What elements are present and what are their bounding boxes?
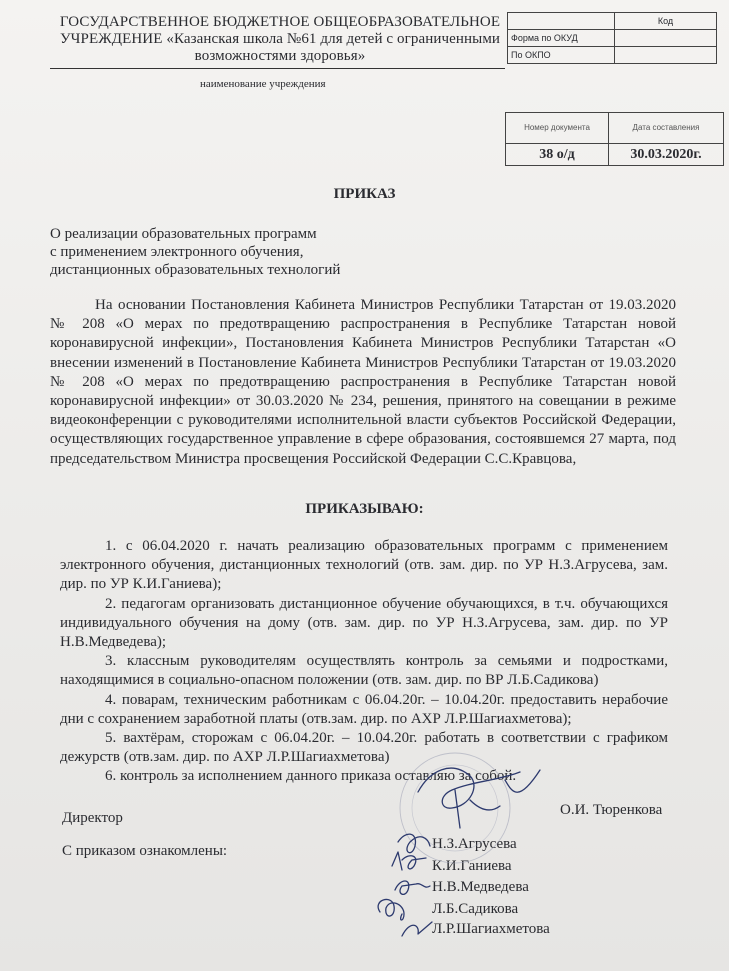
organization-caption: наименование учреждения bbox=[200, 78, 326, 90]
okpo-value bbox=[615, 47, 717, 64]
order-item: 3. классным руководителям осуществлять контроль за семьями и подростками, находящимися в социально-опасном положении (отв. зам. дир. по ВР Л.Б.Садикова) bbox=[60, 653, 668, 689]
director-name: О.И. Тюренкова bbox=[560, 802, 663, 818]
okud-value bbox=[615, 30, 717, 47]
order-item: 2. педагогам организовать дистанционное обучение обучающихся, в т.ч. обучающихся индивидуального обучения на дому (отв. зам. дир. по УР Н.З.Агрусева, зам. дир. по УР Н.В.Медведева); bbox=[60, 595, 668, 651]
ack-signature bbox=[392, 852, 426, 870]
doc-number-date-table bbox=[505, 112, 724, 166]
subject-line: дистанционных образовательных технологий bbox=[50, 262, 341, 278]
acknowledged-name: К.И.Ганиева bbox=[432, 858, 512, 874]
ack-signature bbox=[402, 922, 432, 936]
order-items bbox=[60, 537, 668, 787]
acknowledged-name: Л.Б.Садикова bbox=[432, 901, 519, 917]
date-label: Дата составления bbox=[609, 113, 724, 144]
subject-line: О реализации образовательных программ bbox=[50, 226, 317, 242]
doc-number: 38 о/д bbox=[506, 144, 609, 166]
number-label: Номер документа bbox=[506, 113, 609, 144]
preamble-paragraph: На основании Постановления Кабинета Министров Республики Татарстан от 19.03.2020 № 208 «О мерах по предотвращению распространения в Республике Татарстан новой коронавирусной инфекции», Постановления Кабинета Министров Республики Татарстан «О внесении изменений в Постановление Кабинета Министров Республики Татарстан от 19.03.2020 № 208 «О мерах по предотвращению распространения в Республике Татарстан новой коронавирусной инфекции» от 30.03.2020 № 234, решения, принятого на совещании в режиме видеоконференции с руководителями исполнительной власти субъектов Российской Федерации, осуществляющих государственное управление в сфере образования, состоявшемся 27 марта, под председательством Министра просвещения Российской Федерации С.С.Кравцова, bbox=[50, 297, 676, 467]
codes-header: Код bbox=[615, 13, 717, 30]
acknowledged-name: Л.Р.Шагиахметова bbox=[432, 921, 550, 937]
ack-signature bbox=[398, 834, 430, 853]
acknowledged-name: Н.В.Медведева bbox=[432, 879, 529, 895]
subject-line: с применением электронного обучения, bbox=[50, 244, 304, 260]
document-title: ПРИКАЗ bbox=[333, 186, 396, 202]
subject bbox=[50, 225, 340, 279]
order-item: 5. вахтёрам, сторожам с 06.04.20г. – 10.04.20г. работать в соответствии с графиком дежурств (отв.зам. дир. по АХР Л.Р.Шагиахметова) bbox=[60, 730, 668, 766]
okpo-label: По ОКПО bbox=[508, 47, 615, 64]
acknowledged-label: С приказом ознакомлены: bbox=[62, 843, 228, 859]
organization-name: ГОСУДАРСТВЕННОЕ БЮДЖЕТНОЕ ОБЩЕОБРАЗОВАТЕЛЬНОЕ УЧРЕЖДЕНИЕ «Казанская школа №61 для детей с ограниченными возможностями здоровья» bbox=[59, 14, 501, 64]
director-label: Директор bbox=[62, 810, 123, 826]
codes-table bbox=[507, 12, 717, 64]
organization-underline bbox=[50, 68, 505, 69]
okud-label: Форма по ОКУД bbox=[508, 30, 615, 47]
order-item: 6. контроль за исполнением данного приказа оставляю за собой. bbox=[105, 768, 517, 785]
order-item: 4. поварам, техническим работникам с 06.04.20г. – 10.04.20г. предоставить нерабочие дни с сохранением заработной платы (отв.зам. дир. по АХР Л.Р.Шагиахметова); bbox=[60, 691, 668, 727]
doc-date: 30.03.2020г. bbox=[609, 144, 724, 166]
order-item: 1. с 06.04.2020 г. начать реализацию образовательных программ с применением электронного обучения, дистанционных технологий (отв. зам. дир. по УР Н.З.Агрусева, зам. дир. по УР К.И.Ганиева); bbox=[60, 538, 668, 593]
ack-signature bbox=[395, 881, 430, 894]
order-heading: ПРИКАЗЫВАЮ: bbox=[305, 501, 424, 517]
ack-signature bbox=[378, 899, 404, 920]
acknowledged-name: Н.З.Агрусева bbox=[432, 836, 517, 852]
